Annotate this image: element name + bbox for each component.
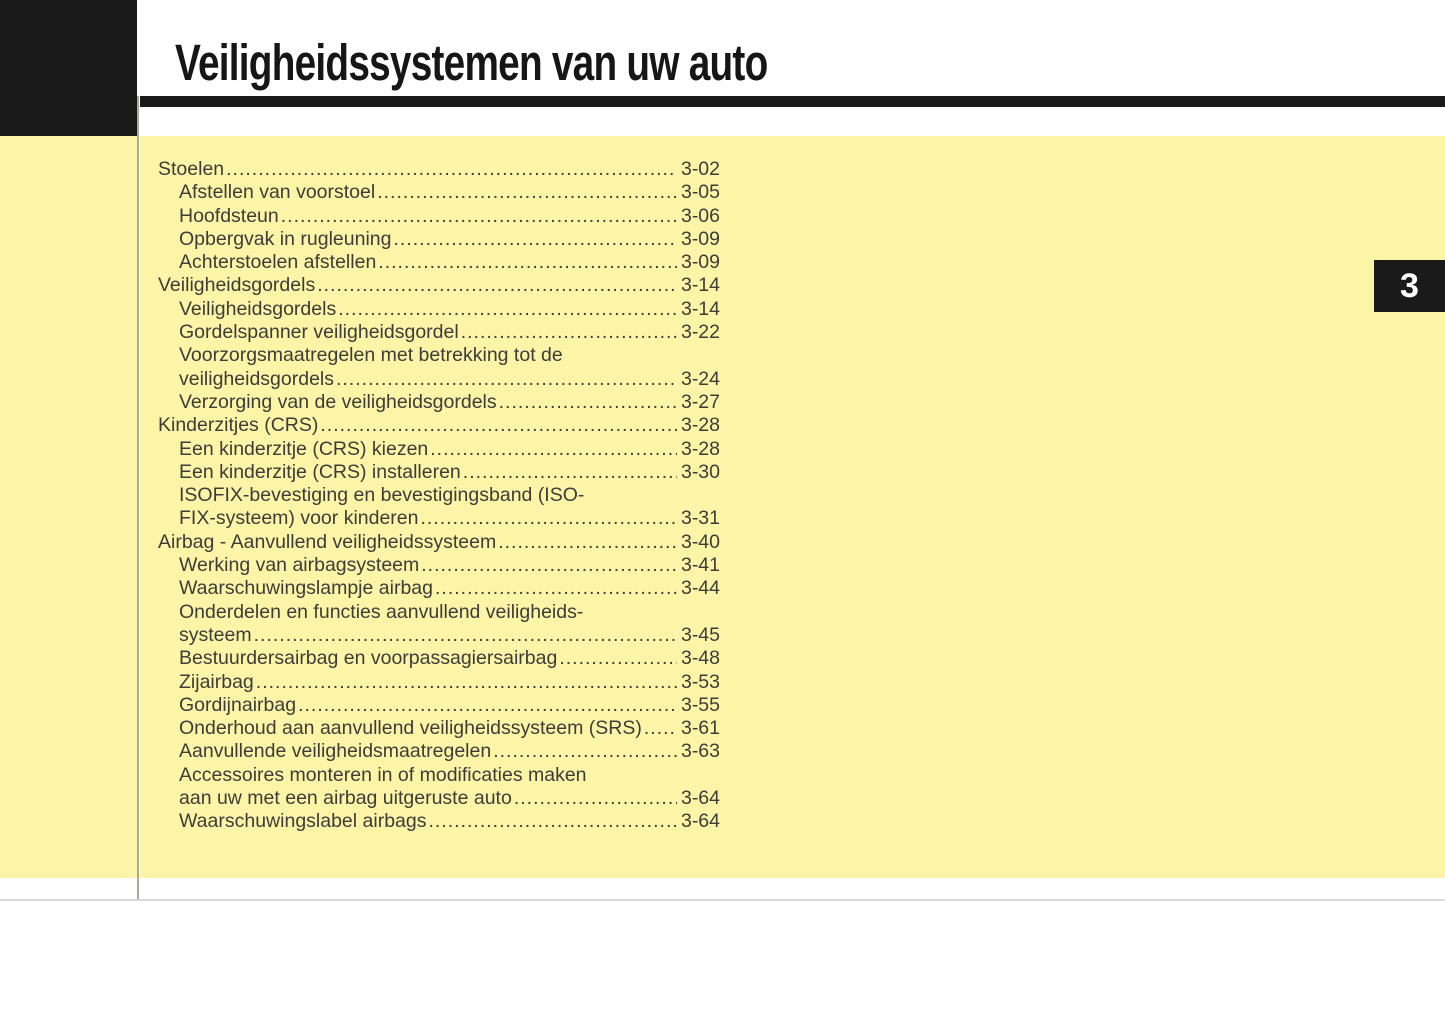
toc-row: [158, 647, 720, 670]
toc-page-number: 3-45: [680, 623, 720, 646]
toc-row: [158, 764, 720, 787]
toc-page-number: 3-02: [680, 158, 720, 180]
dot-leader: [435, 577, 677, 600]
toc-row: [158, 321, 720, 344]
toc-entry-label: Veiligheidsgordels: [158, 274, 316, 297]
toc-row: [158, 158, 720, 181]
toc-page-number: 3-61: [680, 717, 720, 740]
dot-leader: [644, 717, 677, 740]
toc-page-number: 3-55: [680, 693, 720, 716]
dot-leader: [499, 391, 677, 414]
dot-leader: [298, 694, 677, 717]
dot-leader: [493, 740, 677, 763]
toc-row: [158, 181, 720, 204]
dot-leader: [514, 787, 677, 810]
page-title: Veiligheidssystemen van uw auto: [175, 34, 768, 91]
toc-row: [158, 438, 720, 461]
toc-row: [158, 484, 720, 507]
toc-entry-label: Stoelen: [158, 158, 225, 180]
toc-entry-label: Kinderzitjes (CRS): [158, 414, 319, 437]
dot-leader: [378, 251, 677, 274]
toc-entry-label: veiligheidsgordels: [179, 367, 335, 390]
toc-entry-label: Bestuurdersairbag en voorpassagiersairbag: [179, 647, 558, 670]
toc-page-number: 3-31: [680, 507, 720, 530]
toc-entry-label: Waarschuwingslampje airbag: [179, 577, 433, 600]
toc-row: [158, 368, 720, 391]
toc-row: [158, 694, 720, 717]
toc-row: [158, 554, 720, 577]
toc-entry-label: ISOFIX-bevestiging en bevestigingsband (ISO-: [179, 484, 585, 507]
toc-page-number: 3-05: [680, 181, 720, 204]
dot-leader: [320, 414, 677, 437]
dot-leader: [421, 554, 677, 577]
dot-leader: [336, 368, 677, 391]
dot-leader: [421, 507, 677, 530]
toc-page-number: 3-53: [680, 670, 720, 693]
dot-leader: [559, 647, 677, 670]
toc-entry-label: Onderhoud aan aanvullend veiligheidssysteem (SRS): [179, 717, 642, 740]
toc-row: [158, 274, 720, 297]
toc-entry-label: Afstellen van voorstoel: [179, 181, 376, 204]
dot-leader: [377, 181, 677, 204]
toc-page-number: 3-09: [680, 227, 720, 250]
toc-entry-label: FIX-systeem) voor kinderen: [179, 507, 419, 530]
toc-page-number: 3-41: [680, 554, 720, 577]
toc-page-number: 3-40: [680, 530, 720, 553]
toc-entry-label: Onderdelen en functies aanvullend veiligheids-: [179, 600, 584, 623]
toc-entry-label: Een kinderzitje (CRS) installeren: [179, 460, 461, 483]
toc-row: [158, 344, 720, 367]
toc-entry-label: Werking van airbagsysteem: [179, 554, 420, 577]
toc-entry-label: systeem: [179, 623, 252, 646]
toc-page-number: 3-64: [680, 810, 720, 833]
toc-page-number: 3-28: [680, 414, 720, 437]
toc-entry-label: Verzorging van de veiligheidsgordels: [179, 390, 497, 413]
toc-row: [158, 717, 720, 740]
left-margin-band: [0, 136, 137, 878]
toc-page-number: 3-09: [680, 251, 720, 274]
dot-leader: [430, 438, 677, 461]
toc-row: [158, 228, 720, 251]
corner-block: [0, 0, 137, 136]
dot-leader: [498, 531, 677, 554]
toc-page-number: 3-63: [680, 740, 720, 763]
toc-row: [158, 298, 720, 321]
vertical-divider: [137, 96, 139, 900]
toc-entry-label: Opbergvak in rugleuning: [179, 227, 392, 250]
dot-leader: [461, 321, 677, 344]
dot-leader: [281, 205, 677, 228]
dot-leader: [338, 298, 677, 321]
dot-leader: [428, 810, 676, 833]
toc-row: [158, 577, 720, 600]
table-of-contents: [158, 158, 720, 834]
toc-entry-label: Airbag - Aanvullend veiligheidssysteem: [158, 530, 497, 553]
toc-row: [158, 740, 720, 763]
toc-page-number: 3-24: [680, 367, 720, 390]
bottom-rule: [0, 899, 1445, 901]
toc-row: [158, 461, 720, 484]
dot-leader: [317, 274, 677, 297]
dot-leader: [226, 158, 677, 181]
toc-entry-label: aan uw met een airbag uitgeruste auto: [179, 787, 512, 810]
toc-entry-label: Achterstoelen afstellen: [179, 251, 377, 274]
toc-row: [158, 391, 720, 414]
toc-page-number: 3-30: [680, 460, 720, 483]
toc-entry-label: Voorzorgsmaatregelen met betrekking tot de: [179, 344, 563, 367]
dot-leader: [393, 228, 676, 251]
toc-entry-label: Een kinderzitje (CRS) kiezen: [179, 437, 429, 460]
chapter-number: 3: [1400, 267, 1419, 305]
toc-row: [158, 624, 720, 647]
toc-row: [158, 810, 720, 833]
toc-entry-label: Waarschuwingslabel airbags: [179, 810, 427, 833]
toc-entry-label: Aanvullende veiligheidsmaatregelen: [179, 740, 492, 763]
toc-row: [158, 531, 720, 554]
toc-row: [158, 414, 720, 437]
toc-page-number: 3-14: [680, 274, 720, 297]
toc-row: [158, 251, 720, 274]
toc-row: [158, 507, 720, 530]
toc-page-number: 3-22: [680, 321, 720, 344]
toc-page-number: 3-14: [680, 297, 720, 320]
toc-row: [158, 205, 720, 228]
toc-entry-label: Accessoires monteren in of modificaties maken: [179, 763, 587, 786]
title-underline-bar: [140, 96, 1445, 107]
toc-entry-label: Gordijnairbag: [179, 693, 297, 716]
toc-row: [158, 601, 720, 624]
toc-page-number: 3-27: [680, 390, 720, 413]
toc-page-number: 3-64: [680, 787, 720, 810]
toc-row: [158, 671, 720, 694]
toc-entry-label: Gordelspanner veiligheidsgordel: [179, 321, 459, 344]
chapter-tab: [1374, 260, 1445, 312]
dot-leader: [254, 624, 677, 647]
toc-entry-label: Hoofdsteun: [179, 204, 279, 227]
dot-leader: [256, 671, 677, 694]
toc-page-number: 3-28: [680, 437, 720, 460]
dot-leader: [463, 461, 677, 484]
toc-entry-label: Veiligheidsgordels: [179, 297, 337, 320]
toc-page-number: 3-06: [680, 204, 720, 227]
toc-page-number: 3-48: [680, 647, 720, 670]
toc-entry-label: Zijairbag: [179, 670, 254, 693]
toc-row: [158, 787, 720, 810]
toc-page-number: 3-44: [680, 577, 720, 600]
